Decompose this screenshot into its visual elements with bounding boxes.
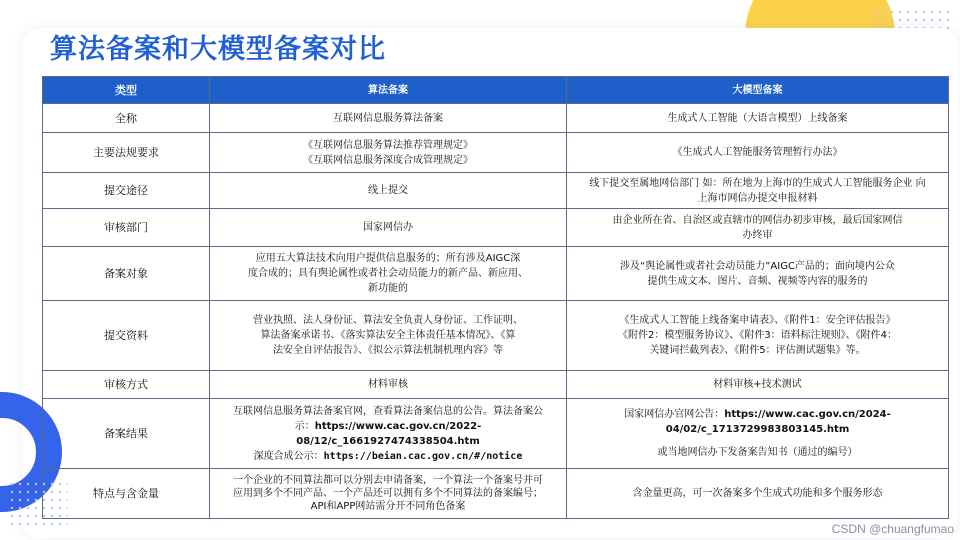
llm-cell (567, 209, 949, 247)
header-type: 类型 (43, 77, 210, 104)
cell-line: 办终审 (742, 229, 773, 241)
llm-cell: 含金量更高，可一次备案多个生成式功能和多个服务形态 (567, 469, 949, 519)
table-row (43, 371, 949, 399)
row-label: 特点与含金量 (43, 469, 210, 519)
cell-line (218, 449, 558, 464)
cell-line: 营业执照、法人身份证、算法安全负责人身份证、工作证明、 (253, 315, 523, 326)
table-row (43, 469, 949, 519)
cell-line: 《生成式人工智能上线备案申请表》、《附件1：安全评估报告》 (619, 315, 896, 326)
cell-line: API和APP网站需分开不同角色备案 (310, 501, 466, 512)
row-label: 全称 (43, 104, 210, 133)
table-row (43, 247, 949, 301)
cell-line: 互联网信息服务算法备案官网，查看算法备案信息的公告。算法备案公 (233, 405, 543, 417)
slide-title: 算法备案和大模型备案对比 (50, 34, 386, 65)
cell-line: 《互联网信息服务算法推荐管理规定》 (303, 139, 473, 151)
algorithm-cell (210, 399, 567, 469)
row-label: 主要法规要求 (43, 133, 210, 173)
llm-cell (567, 301, 949, 371)
cell-line: 新功能的 (368, 283, 408, 294)
cell-line: 或当地网信办下发备案告知书（通过的编号） (657, 447, 858, 458)
row-label: 备案结果 (43, 399, 210, 469)
table-row (43, 133, 949, 173)
algorithm-cell: 国家网信办 (210, 209, 567, 247)
algorithm-cell (210, 247, 567, 301)
row-label: 审核部门 (43, 209, 210, 247)
algorithm-notice-link[interactable]: https://www.cac.gov.cn/2022- (314, 420, 482, 432)
cell-line (575, 407, 940, 422)
cell-line: 应用五大算法技术向用户提供信息服务的；所有涉及AIGC深 (255, 253, 521, 264)
algorithm-cell: 材料审核 (210, 371, 567, 399)
row-label: 审核方式 (43, 371, 210, 399)
table-header-row (43, 77, 949, 104)
row-label: 提交资料 (43, 301, 210, 371)
llm-cell (567, 173, 949, 209)
algorithm-notice-link-cont[interactable]: 08/12/c_1661927474338504.htm (296, 435, 480, 447)
cell-line: 涉及“舆论属性或者社会动员能力”AIGC产品的；面向境内公众 (620, 260, 895, 272)
deep-synthesis-notice-link[interactable]: https://beian.cac.gov.cn/#/notice (323, 450, 523, 462)
llm-cell: 材料审核+技术测试 (567, 371, 949, 399)
cell-line: 《附件2：模型服务协议》、《附件3：语料标注规则》、《附件4： (617, 330, 898, 341)
link-prefix: 深度合成公示： (253, 450, 324, 462)
table-row (43, 173, 949, 209)
row-label: 备案对象 (43, 247, 210, 301)
header-algorithm-filing: 算法备案 (210, 77, 567, 104)
algorithm-cell: 线上提交 (210, 173, 567, 209)
cell-line: 由企业所在省、自治区或直辖市的网信办初步审核，最后国家网信 (612, 214, 903, 226)
watermark: CSDN @chuangfumao (831, 522, 954, 536)
llm-cell: 《生成式人工智能服务管理暂行办法》 (567, 133, 949, 173)
comparison-table (42, 76, 949, 519)
cac-notice-link[interactable]: https://www.cac.gov.cn/2024- (724, 409, 891, 420)
cell-line: 法安全自评估报告》、《拟公示算法机制机理内容》等 (273, 345, 503, 356)
llm-cell: 生成式人工智能（大语言模型）上线备案 (567, 104, 949, 133)
cell-line: 度合成的；具有舆论属性或者社会动员能力的新产品、新应用、 (248, 268, 528, 279)
table-row (43, 301, 949, 371)
algorithm-cell (210, 301, 567, 371)
table-row (43, 209, 949, 247)
cell-line: 算法备案承诺书、《落实算法安全主体责任基本情况》、《算 (260, 330, 516, 341)
cell-line: 应用到多个不同产品、一个产品还可以拥有多个不同算法的备案编号； (233, 488, 543, 499)
algorithm-cell (210, 469, 567, 519)
link-prefix: 示： (294, 420, 315, 432)
algorithm-cell: 互联网信息服务算法备案 (210, 104, 567, 133)
cell-line: 提供生成文本、图片、音频、视频等内容的服务的 (647, 275, 868, 287)
cell-line (218, 419, 558, 434)
algorithm-cell (210, 133, 567, 173)
table-row (43, 104, 949, 133)
link-prefix: 国家网信办官网公告： (624, 409, 725, 420)
header-llm-filing: 大模型备案 (567, 77, 949, 104)
llm-cell (567, 247, 949, 301)
row-label: 提交途径 (43, 173, 210, 209)
cell-line: 关键词拦截列表》、《附件5：评估测试题集》等。 (649, 345, 866, 356)
llm-cell (567, 399, 949, 469)
cell-line: 一个企业的不同算法都可以分别去申请备案，一个算法一个备案号并可 (233, 475, 543, 486)
cac-notice-link-cont[interactable]: 04/02/c_1713729983803145.htm (665, 424, 850, 435)
table-row (43, 399, 949, 469)
spacer (575, 437, 940, 445)
cell-line: 《互联网信息服务深度合成管理规定》 (303, 154, 473, 166)
cell-line: 线下提交至属地网信部门 如：所在地为上海市的生成式人工智能服务企业 向 (589, 177, 926, 189)
cell-line: 上海市网信办提交申报材料 (697, 192, 818, 204)
